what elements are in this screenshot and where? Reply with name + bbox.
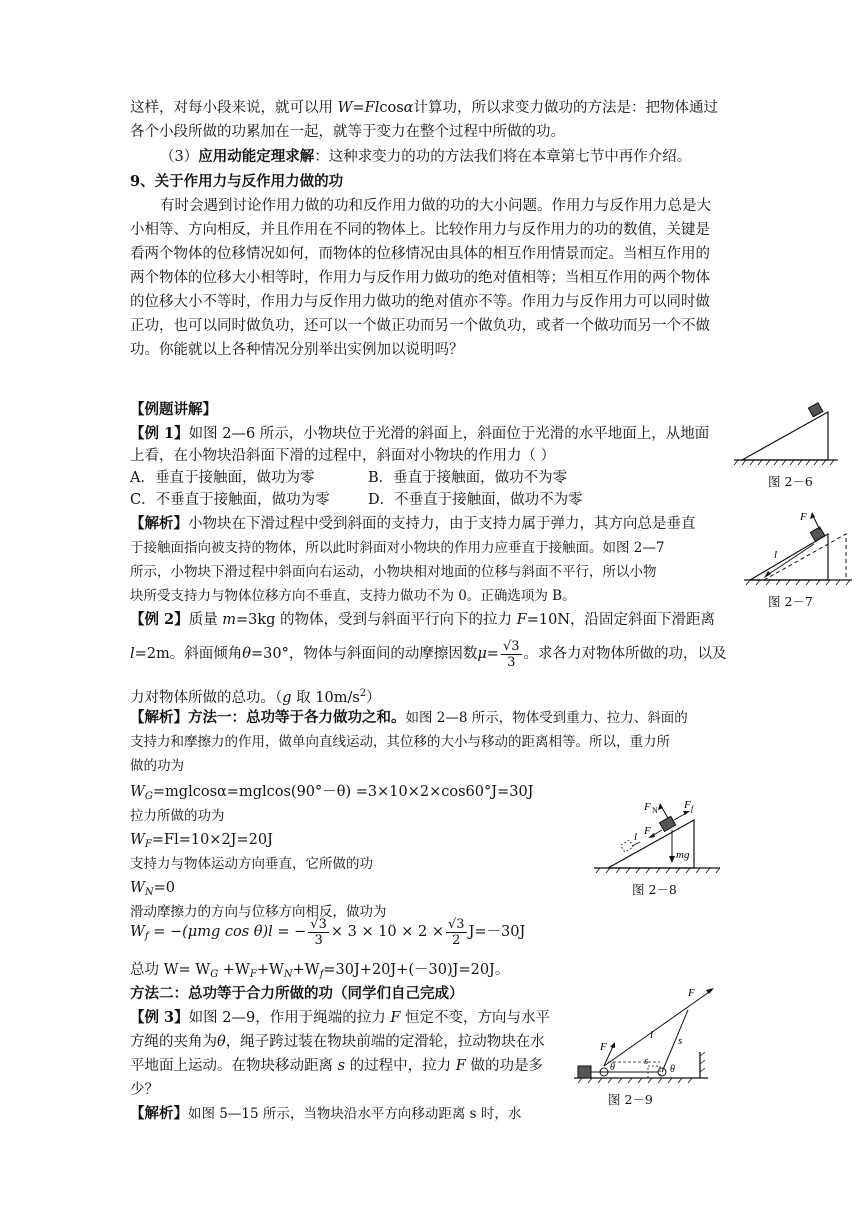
label-l: l: [650, 1029, 654, 1041]
ground-hatch: [596, 868, 720, 873]
ex2-sol-line-3: 做的功为: [130, 758, 184, 774]
section-9-line-4: 两个物体的位移大小相等时，作用力与反作用力做功的绝对值相等；当相互作用的两个物体: [130, 270, 710, 286]
fraction-root3-over-2: [446, 917, 467, 948]
fig-2-9-caption: 图 2－9: [608, 1092, 653, 1107]
initial-position: [621, 840, 634, 852]
label-Ff-sub: f: [691, 804, 694, 813]
ex2-tag: 【例 2】: [130, 611, 189, 628]
ex2-line-2: [130, 636, 727, 672]
rope-to-F: [604, 990, 712, 1066]
section-9-line-6: 正功，也可以同时做负功，还可以一个做正功而另一个做负功，或者一个做功而另一个不做: [130, 318, 710, 334]
ex1-sol-line-4: 块所受支持力与物体位移方向不垂直，支持力做功不为 0。正确选项为 B。: [130, 588, 576, 604]
ex3-line-4: 少？: [130, 1082, 159, 1098]
equation-text: +W: [218, 962, 250, 978]
fraction-numerator: √3: [502, 638, 520, 654]
fraction-denominator: 3: [314, 932, 323, 948]
ex3-text: ，绳子跨过装在物块前端的定滑轮，拉动物块在水: [225, 1034, 545, 1050]
figure-2-6: [732, 398, 842, 468]
fraction-root3-over-3: [308, 917, 329, 948]
var-W: W: [130, 924, 145, 940]
intro-text: 这样，对每小段来说，就可以用: [130, 100, 338, 116]
item-text: ：这种求变力的功的方法我们将在本章第七节中再作介绍。: [314, 149, 692, 165]
ex2-sol-line-7: 支持力与物体运动方向垂直，它所做的功: [130, 856, 373, 872]
subscript-G: G: [210, 969, 219, 980]
subscript-f: f: [319, 969, 324, 980]
fig-2-7-caption: 图 2－7: [768, 594, 813, 609]
fraction-numerator: √3: [448, 916, 465, 932]
label-l: l: [774, 549, 778, 561]
option-d: D．不垂直于接触面，做功不为零: [368, 492, 583, 508]
ex2-text: 力对物体所做的总功。（: [130, 690, 283, 706]
ex3-line-1: [130, 1008, 550, 1028]
subscript-f: f: [144, 931, 149, 942]
var-F: F: [390, 1010, 401, 1026]
fraction-numerator: √3: [310, 916, 327, 932]
var-m: m: [222, 612, 236, 628]
ex3-sol-line-1: [130, 1104, 521, 1124]
label-Ff: F: [684, 799, 691, 811]
fraction-denominator: 3: [507, 654, 516, 670]
ex2-line-1: [130, 610, 715, 630]
equation-text: =30J+20J+(－30)J=20J。: [323, 962, 510, 978]
var-W: W: [130, 784, 145, 800]
label-theta-left: θ: [610, 1062, 615, 1073]
item-number: （3）: [160, 149, 199, 165]
ex2-text: 。求各力对物体所做的功，以及: [523, 646, 727, 662]
ex1-sol-line-3: 所示，小物块下滑过程中斜面向右运动，小物块相对地面的位移与斜面不平行，所以小物: [130, 564, 657, 580]
ex1-line-2: 上看，在小物块沿斜面下滑的过程中，斜面对小物块的作用力（ ）: [130, 448, 556, 464]
ex1-sol-line-1: [130, 514, 696, 534]
item-title: 应用动能定理求解: [198, 148, 315, 165]
ex3-line-2: [130, 1032, 545, 1052]
ex3-line-3: [130, 1056, 543, 1076]
arrowhead: [669, 856, 675, 863]
var-W: W: [130, 880, 145, 896]
var-mu: μ: [477, 646, 487, 662]
section-9-line-2: 小相等、方向相反，并且作用在不同的物体上。比较作用力与反作用力的功的数值，关键是: [130, 222, 710, 238]
ex3-text: 平地面上运动。在物块移动距离: [130, 1058, 338, 1074]
equation-text: =0: [153, 880, 176, 896]
method-2: 方法二：总功等于合力所做的功（同学们自己完成）: [130, 985, 464, 1002]
formula-cos: cos: [379, 100, 404, 116]
block: [810, 527, 825, 541]
eq-wg: [130, 782, 534, 807]
equation-text: 总功 W= W: [130, 962, 211, 978]
ex2-sol-line-2: 支持力和摩擦力的作用，做单向直线运动，其位移的大小与移动的距离相等。所以，重力所: [130, 734, 670, 750]
equation-text: +W: [256, 962, 284, 978]
eq-total: [130, 960, 509, 985]
block: [578, 1066, 591, 1078]
section-9-line-5: 的位移大小不等时，作用力与反作用力做功的绝对值亦不等。作用力与反作用力可以同时做: [130, 294, 710, 310]
formula-W-Fl: W=Fl: [337, 100, 380, 116]
arrowhead: [764, 571, 771, 578]
ex1-text: 如图 2—6 所示，小物块位于光滑的斜面上，斜面位于光滑的水平地面上，从地面: [188, 426, 710, 442]
ex2-text: 取 10m/s: [291, 690, 360, 706]
subscript-N: N: [283, 969, 293, 980]
label-FN-sub: N: [652, 806, 658, 815]
figure-2-7: [744, 508, 852, 586]
solution-tag: 【解析】: [130, 1105, 188, 1122]
var-g: g: [282, 690, 292, 706]
label-mg: mg: [676, 849, 690, 861]
figure-2-8: [592, 798, 722, 876]
ex2-text: ）: [366, 690, 381, 706]
ex2-text: =2m。斜面倾角: [134, 646, 243, 662]
equation-text: × 3 × 10 × 2 ×: [330, 924, 445, 940]
solution-text: 如图 2—8 所示，物体受到重力、拉力、斜面的: [405, 710, 688, 726]
var-s: s: [337, 1058, 346, 1074]
figure-2-9: [574, 984, 714, 1086]
ex3-tag: 【例 3】: [130, 1009, 189, 1026]
label-F: F: [800, 511, 807, 523]
var-l: l: [130, 646, 135, 662]
subscript-G: G: [144, 791, 153, 802]
superscript: 2: [359, 688, 367, 699]
examples-heading: 【例题讲解】: [130, 401, 217, 418]
fig-2-8-caption: 图 2－8: [632, 882, 677, 897]
ground-hatch: [746, 580, 850, 585]
subscript-N: N: [144, 887, 154, 898]
option-a: A．垂直于接触面，做功为零: [130, 470, 315, 486]
label-theta-right: θ: [670, 1064, 675, 1075]
label-s-slant: s: [678, 1035, 683, 1047]
block: [659, 816, 675, 831]
equation-text: = −(μmg cos θ)l = −: [148, 924, 307, 940]
intro-line-1: [130, 98, 718, 118]
section-9-line-1: 有时会遇到讨论作用力做的功和反作用力做的功的大小问题。作用力与反作用力总是大: [160, 198, 711, 214]
ex3-text: 方绳的夹角为: [130, 1034, 217, 1050]
ex2-sol-line-5: 拉力所做的功为: [130, 808, 225, 824]
label-F-left: F: [600, 1041, 607, 1053]
solution-text: 小物块在下滑过程中受到斜面的支持力，由于支持力属于弹力，其方向总是垂直: [188, 516, 696, 532]
arrowhead: [610, 1042, 615, 1048]
ex1-line-1: [130, 424, 709, 444]
ex3-text: 做的功是多: [465, 1058, 543, 1074]
solution-tag: 【解析】: [130, 709, 188, 726]
label-FN: F: [644, 801, 651, 813]
method-1-title: 方法一：总功等于各力做功之和。: [188, 709, 406, 726]
ex2-text: =10N，沿固定斜面下滑距离: [526, 612, 716, 628]
var-F: F: [455, 1058, 466, 1074]
fraction-root3-over-3: [501, 639, 522, 670]
ex2-sol-line-9: 滑动摩擦力的方向与位移方向相反，做功为: [130, 904, 387, 920]
ex2-text: =30°，物体与斜面间的动摩擦因数: [251, 646, 478, 662]
intro-text-tail: 计算功，所以求变力做功的方法是：把物体通过: [413, 100, 718, 116]
intro-line-3: [160, 147, 691, 167]
solution-tag: 【解析】: [130, 515, 188, 532]
ex2-sol-line-1: [130, 708, 688, 728]
formula-alpha: α: [403, 100, 414, 116]
ex2-line-3: [130, 684, 381, 708]
equation-text: +W: [292, 962, 320, 978]
solution-text: 如图 5—15 所示，当物块沿水平方向移动距离 s 时，水: [188, 1106, 522, 1122]
equation-text: J=－30J: [468, 924, 526, 940]
wall-hatch: [700, 1052, 705, 1072]
section-9-line-7: 功。你能就以上各种情况分别举出实例加以说明吗？: [130, 342, 464, 358]
section-9-line-3: 看两个物体的位移情况如何，而物体的位移情况由具体的相互作用情景而定。当相互作用的: [130, 246, 710, 262]
label-l: l: [634, 831, 638, 843]
label-s: s: [644, 1055, 649, 1067]
incline: [742, 412, 828, 460]
eq-wn: [130, 878, 175, 903]
section-9-heading: 9、关于作用力与反作用力做的功: [130, 173, 344, 190]
var-W: W: [130, 832, 145, 848]
var-theta: θ: [217, 1034, 226, 1050]
segment-s: [662, 1010, 688, 1072]
label-F-top: F: [688, 987, 695, 999]
ground-hatch: [578, 1078, 692, 1083]
ex2-text: =: [486, 646, 499, 662]
ground-hatch: [734, 460, 834, 465]
fig-2-6-caption: 图 2－6: [768, 474, 813, 489]
intro-line-2: 各个小段所做的功累加在一起，就等于变力在整个过程中所做的功。: [130, 124, 565, 140]
block: [808, 403, 822, 417]
var-theta: θ: [242, 646, 251, 662]
ex3-text: 恒定不变，方向与水平: [400, 1010, 550, 1026]
ex1-options-row-2: [130, 490, 583, 510]
ex2-text: 质量: [188, 612, 223, 628]
ex3-text: 如图 2—9，作用于绳端的拉力: [188, 1010, 391, 1026]
equation-text: =mglcosα=mglcos(90°－θ) =3×10×2×cos60°J=30J: [152, 784, 534, 800]
ex2-text: =3kg 的物体，受到与斜面平行向下的拉力: [236, 612, 517, 628]
ex1-options-row-1: [130, 468, 568, 488]
subscript-F: F: [249, 969, 257, 980]
var-F: F: [516, 612, 527, 628]
label-F: F: [644, 825, 651, 837]
subscript-F: F: [144, 839, 152, 850]
ex1-sol-line-2: 于接触面指向被支持的物体，所以此时斜面对小物块的作用力应垂直于接触面。如图 2—7: [130, 540, 665, 556]
ex3-text: 的过程中，拉力: [345, 1058, 456, 1074]
eq-wf: [130, 830, 273, 855]
option-c: C．不垂直于接触面，做功为零: [130, 492, 330, 508]
ex1-tag: 【例 1】: [130, 425, 189, 442]
option-b: B．垂直于接触面，做功不为零: [368, 470, 568, 486]
eq-wff: [130, 912, 525, 957]
fraction-denominator: 2: [452, 932, 461, 948]
equation-text: =Fl=10×2J=20J: [151, 832, 273, 848]
